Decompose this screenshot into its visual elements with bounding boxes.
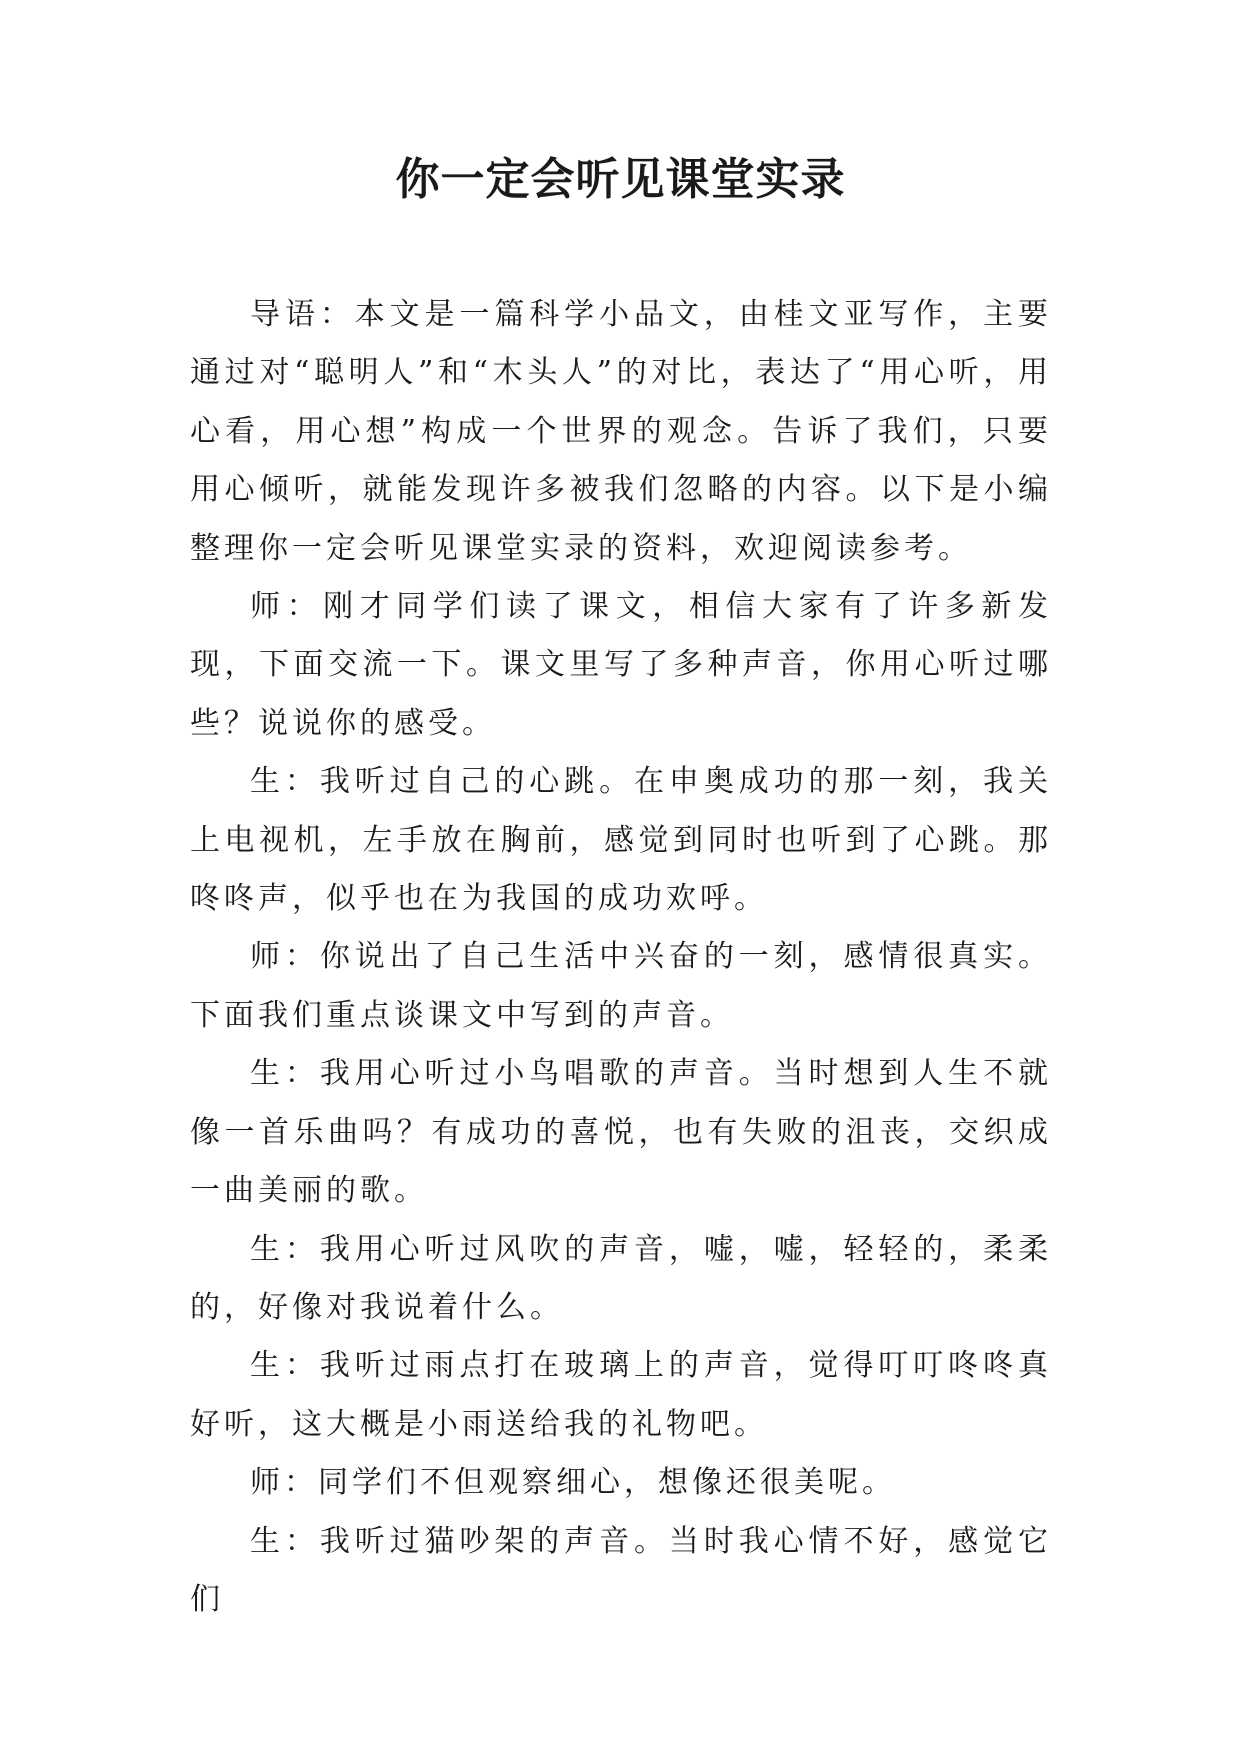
document-body (190, 286, 1052, 1629)
paragraph: 生：我用心听过小鸟唱歌的声音。当时想到人生不就像一首乐曲吗？有成功的喜悦，也有失败的沮丧，交织成一曲美丽的歌。 (190, 1056, 1052, 1209)
paragraph: 师：同学们不但观察细心，想像还很美呢。 (250, 1465, 896, 1501)
paragraph: 生：我用心听过风吹的声音，嘘，嘘，轻轻的，柔柔的，好像对我说着什么。 (190, 1231, 1052, 1325)
paragraph-intro: 导语：本文是一篇科学小品文，由桂文亚写作，主要通过对“聪明人”和“木头人”的对比，表达了“用心听，用心看，用心想”构成一个世界的观念。告诉了我们，只要用心倾听，就能发现许多被我们忽略的内容。以下是小编整理你一定会听见课堂实录的资料，欢迎阅读参考。 (190, 297, 1052, 566)
paragraph: 师：你说出了自己生活中兴奋的一刻，感情很真实。下面我们重点谈课文中写到的声音。 (190, 939, 1052, 1033)
paragraph: 师：刚才同学们读了课文，相信大家有了许多新发现，下面交流一下。课文里写了多种声音，你用心听过哪些？说说你的感受。 (190, 589, 1052, 741)
document-title: 你一定会听见课堂实录 (395, 154, 846, 205)
paragraph: 生：我听过自己的心跳。在申奥成功的那一刻，我关上电视机，左手放在胸前，感觉到同时也听到了心跳。那咚咚声，似乎也在为我国的成功欢呼。 (190, 764, 1052, 917)
paragraph: 生：我听过猫吵架的声音。当时我心情不好，感觉它们 (190, 1523, 1052, 1617)
paragraph: 生：我听过雨点打在玻璃上的声音，觉得叮叮咚咚真好听，这大概是小雨送给我的礼物吧。 (190, 1348, 1052, 1442)
